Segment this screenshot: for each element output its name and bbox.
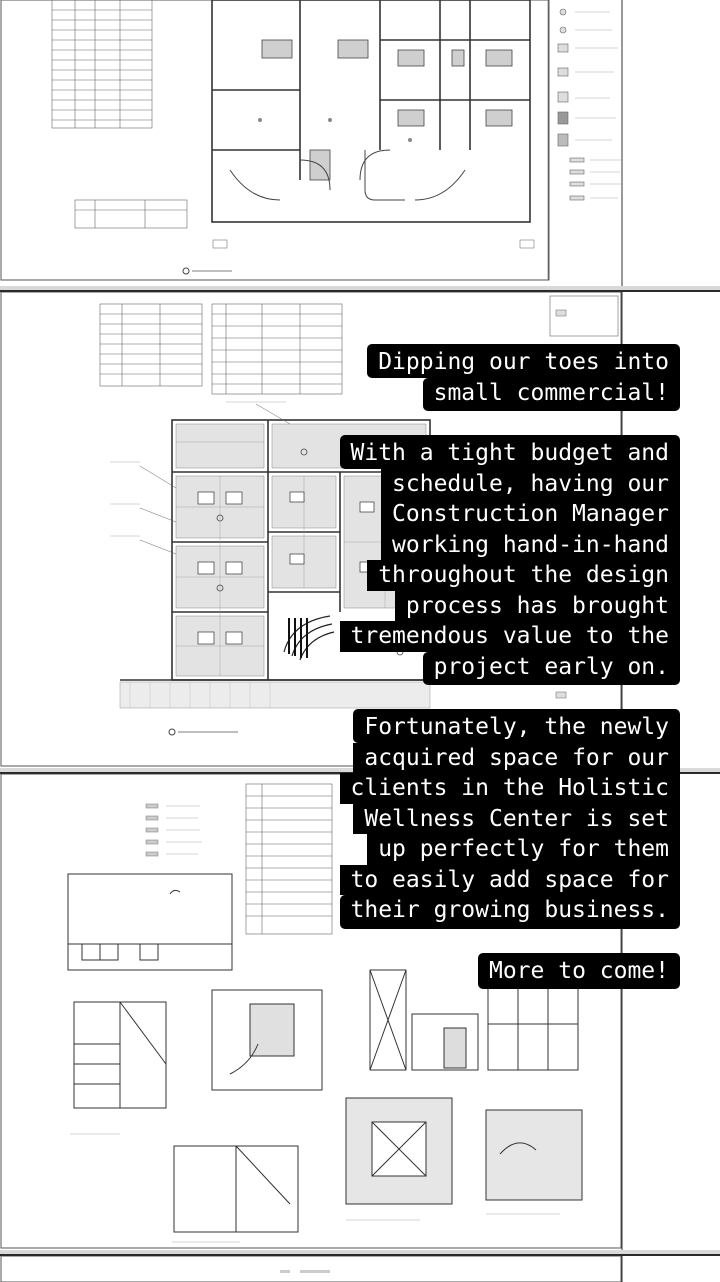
caption-line: their growing business.	[340, 895, 681, 929]
caption-line: working hand-in-hand	[381, 530, 680, 561]
caption-line: Construction Manager	[381, 499, 680, 530]
caption-line: tremendous value to the	[340, 621, 681, 652]
caption-line: clients in the Holistic	[340, 773, 681, 804]
caption-line: process has brought	[395, 591, 680, 622]
caption-line: Wellness Center is set	[353, 804, 680, 835]
drawing-sheet-partial	[0, 1254, 720, 1282]
caption-line: schedule, having our	[381, 469, 680, 500]
caption-outro	[478, 953, 680, 990]
caption-line: With a tight budget and	[340, 435, 681, 469]
caption-line: small commercial!	[423, 378, 680, 412]
caption-line: More to come!	[478, 953, 680, 990]
caption-line: to easily add space for	[340, 865, 681, 896]
story-captions	[340, 344, 681, 1013]
caption-space	[340, 709, 681, 929]
caption-line: acquired space for our	[353, 743, 680, 774]
caption-line: up perfectly for them	[367, 834, 680, 865]
caption-line: Dipping our toes into	[367, 344, 680, 378]
drawing-sheet-floor-plan	[0, 0, 720, 286]
caption-intro	[367, 344, 680, 411]
caption-line: Fortunately, the newly	[353, 709, 680, 743]
floor-plan-drawing	[0, 0, 720, 286]
caption-line: throughout the design	[367, 560, 680, 591]
partial-sheet-drawing	[0, 1256, 720, 1282]
caption-budget	[340, 435, 681, 685]
caption-line: project early on.	[423, 652, 680, 686]
